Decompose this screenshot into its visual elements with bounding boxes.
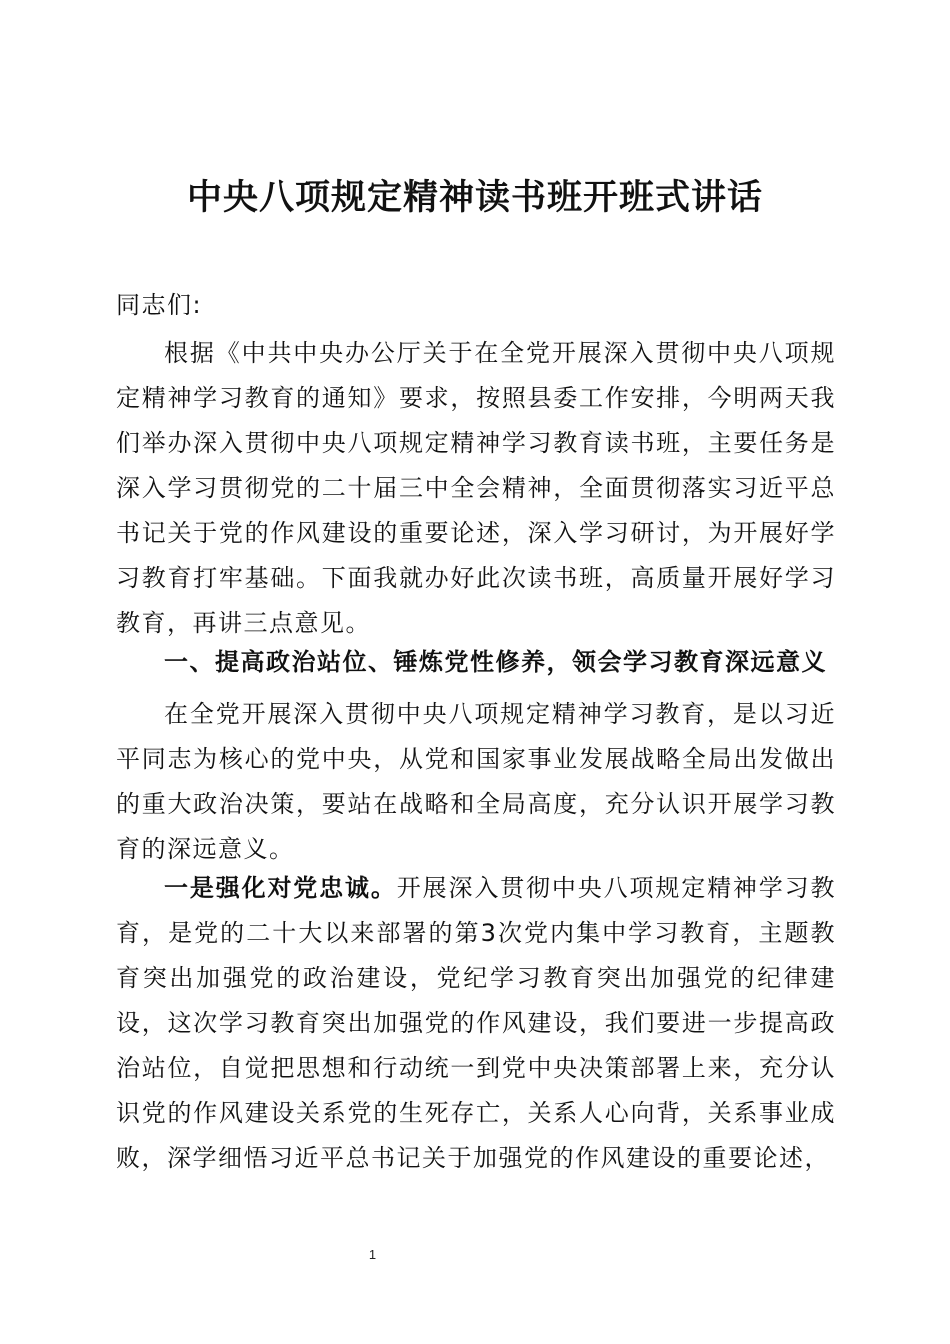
paragraph-loyalty <box>116 866 836 1181</box>
document-title: 中央八项规定精神读书班开班式讲话 <box>186 177 763 218</box>
paragraph-loyalty-lead: 一是强化对党忠诚。 <box>164 874 397 902</box>
salutation: 同志们: <box>116 291 203 319</box>
section-heading-1: 一、提高政治站位、锤炼党性修养，领会学习教育深远意义 <box>164 648 827 676</box>
paragraph-loyalty-body: 开展深入贯彻中央八项规定精神学习教育，是党的二十大以来部署的第3次党内集中学习教育，主题教育突出加强党的政治建设，党纪学习教育突出加强党的纪律建设，这次学习教育突出加强党的作风建设，我们要进一步提高政治站位，自觉把思想和行动统一到党中央决策部署上来，充分认识党的作风建设关系党的生死存亡，关系人心向背，关系事业成败，深学细悟习近平总书记关于加强党的作风建设的重要论述， <box>116 874 837 1172</box>
page-number: 1 <box>368 1247 377 1262</box>
paragraph-significance: 在全党开展深入贯彻中央八项规定精神学习教育，是以习近平同志为核心的党中央，从党和国家事业发展战略全局出发做出的重大政治决策，要站在战略和全局高度，充分认识开展学习教育的深远意义。 <box>116 700 836 863</box>
paragraph-intro: 根据《中共中央办公厅关于在全党开展深入贯彻中央八项规定精神学习教育的通知》要求，按照县委工作安排，今明两天我们举办深入贯彻中央八项规定精神学习教育读书班，主要任务是深入学习贯彻党的二十届三中全会精神，全面贯彻落实习近平总书记关于党的作风建设的重要论述，深入学习研讨，为开展好学习教育打牢基础。下面我就办好此次读书班，高质量开展好学习教育，再讲三点意见。 <box>116 339 836 637</box>
